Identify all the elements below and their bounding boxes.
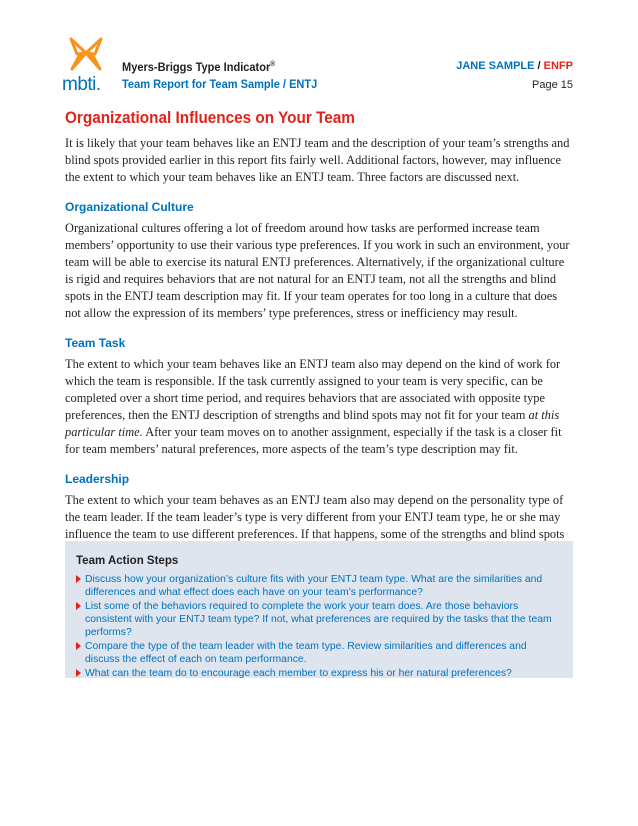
action-steps-title: Team Action Steps [76, 555, 179, 567]
mbti-logo [62, 36, 112, 96]
bullet-arrow-icon [76, 602, 81, 610]
bullet-arrow-icon [76, 669, 81, 677]
team-task-text-end: After your team moves on to another assignment, especially if the task is a closer fit for team members’ natural preferences, more aspects of the team’s type description may fit. [65, 425, 562, 456]
action-step-item [76, 600, 556, 639]
section-text-team-task [65, 356, 575, 458]
page-number: Page 15 [532, 79, 573, 91]
section-heading-organizational-culture: Organizational Culture [65, 200, 194, 214]
intro-paragraph: It is likely that your team behaves like an ENTJ team and the description of your team’s strengths and blind spots provided earlier in this report fits fairly well. Additional factors, however, may influence the extent to which your team behaves like an ENTJ team. Three factors are discussed next. [65, 136, 570, 184]
sample-name-text: JANE SAMPLE [456, 60, 535, 72]
team-task-text-start: The extent to which your team behaves like an ENTJ team also may depend on the kind of work for which the team is responsible. If the task currently assigned to your team is very specific, can be completed over a short time period, and requires behaviors that are associated with opposite type preferences, then the ENTJ description of strengths and blind spots may not fit for your team [65, 357, 561, 422]
report-title [122, 60, 275, 74]
bullet-arrow-icon [76, 642, 81, 650]
section-text-organizational-culture: Organizational cultures offering a lot of freedom around how tasks are performed increase team members’ opportunity to use their various type preferences. If you work in such an environment, your team will be able to exercise its natural ENTJ preferences. Alternatively, if the organizational culture is rigid and requires behaviors that are not natural for an ENTJ team, not all the strengths and blind spots in the ENTJ team description may fit. If your team operates for too long in a culture that does not allow the expression of its members’ type preferences, stress or inefficiency may result. [65, 221, 570, 320]
bullet-arrow-icon [76, 575, 81, 583]
registered-mark: ® [270, 61, 276, 68]
section-heading-leadership: Leadership [65, 472, 130, 486]
action-step-text: What can the team do to encourage each member to express his or her natural preferences? [85, 668, 512, 679]
team-task-emphasis: at this particular time. [65, 408, 560, 439]
name-type-separator: / [534, 60, 544, 72]
section-text-leadership: The extent to which your team behaves as an ENTJ team also may depend on the personality type of the team leader. If the team leader’s type is very different from your ENTJ team type, he or she may influence the team to use different preferences. If that happens, some of the strengths and blind spots [65, 493, 565, 541]
action-step-item [76, 640, 556, 666]
mbti-star-icon [66, 36, 106, 72]
action-step-item [76, 573, 556, 599]
action-step-text: List some of the behaviors required to complete the work your team does. Are those behaviors consistent with your ENTJ team type? If not, what preferences are required by the tasks that the team performs? [85, 601, 552, 638]
section-heading-team-task: Team Task [65, 336, 126, 350]
page-title: Organizational Influences on Your Team [65, 108, 355, 127]
sample-name [456, 60, 573, 72]
team-action-steps-box [65, 541, 573, 678]
sample-type: ENFP [543, 60, 573, 72]
action-steps-list [76, 573, 556, 681]
page-header [0, 0, 638, 100]
logo-text: mbti. [62, 74, 101, 95]
main-content [65, 108, 575, 560]
report-subtitle: Team Report for Team Sample / ENTJ [122, 77, 318, 91]
action-step-item [76, 667, 556, 680]
action-step-text: Compare the type of the team leader with the team type. Review similarities and differences and discuss the effect of each on team performance. [85, 641, 527, 665]
action-step-text: Discuss how your organization’s culture fits with your ENTJ team type. What are the similarities and differences and what effect does each have on your team’s performance? [85, 574, 543, 598]
report-title-text: Myers-Briggs Type Indicator [122, 60, 271, 74]
